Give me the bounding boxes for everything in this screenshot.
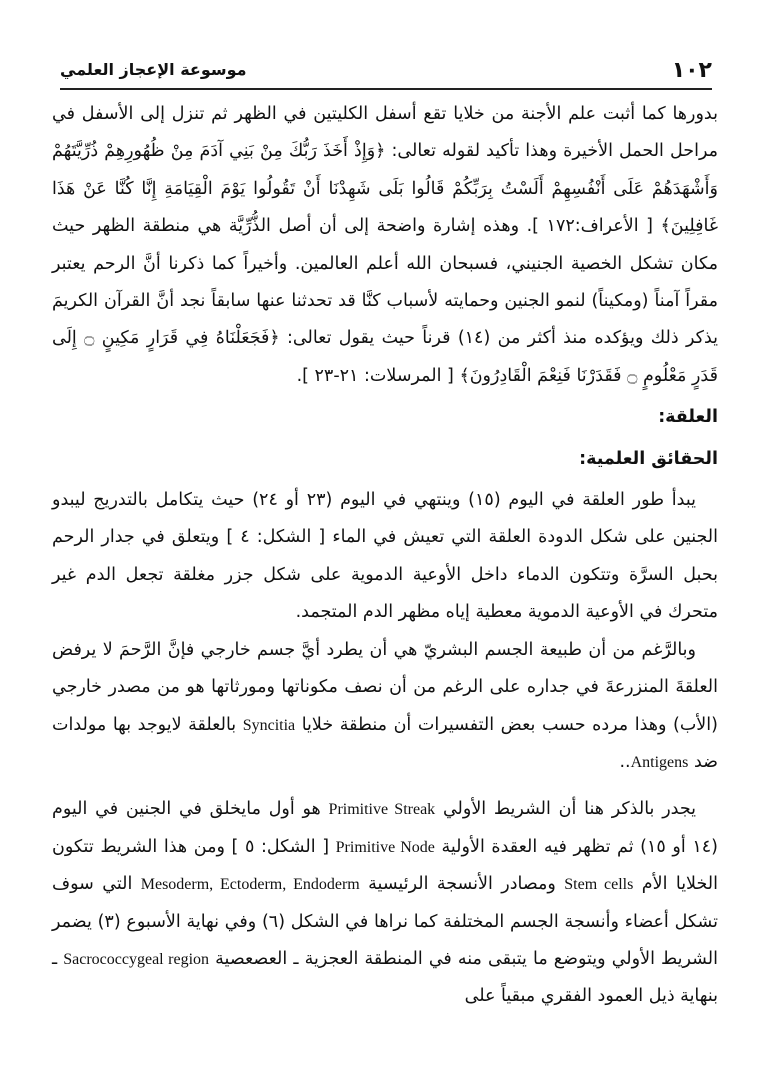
- section-heading: العلقة:: [658, 407, 718, 428]
- latin-term: Sacrococcygeal region: [63, 950, 210, 968]
- latin-term: Primitive Node: [335, 838, 435, 856]
- paragraph-text: ومصادر الأنسجة الرئيسية: [359, 874, 565, 895]
- latin-term: Primitive Streak: [328, 801, 436, 819]
- page-number: ١٠٢: [671, 58, 712, 83]
- paragraph-text: هو أول مايخلق في الجنين في اليوم (١٤ أو ١٥) ثم تظهر فيه العقدة الأولية: [52, 799, 718, 857]
- paragraph-text: بالعلقة لايوجد بها مولدات ضد: [52, 714, 718, 772]
- paragraph-2: يبدأ طور العلقة في اليوم (١٥) وينتهي في اليوم (٢٣ أو ٢٤) حيث يتكامل بالتدريج ليبدو الجنين على شكل الدودة العلقة التي تعيش في الماء [ الشكل: ٤ ] ويتعلق في جدار الرحم بحبل السرَّة وتتكون الدماء داخل الأوعية الدموية على شكل جزر مغلقة تجعل الدم غير متحرك في الأوعية الدموية معطية إياه مظهر الدم المتجمد.: [52, 490, 718, 623]
- paragraph-text: وهذه إشارة واضحة إلى أن أصل الذُّرِّيَّة هي منطقة الظهر حيث مكان تشكل الخصية الجنيني، فسبحان الله أعلم العالمين. وأخيراً كما ذكرنا أنَّ الرحم يعتبر مقراً آمناً (ومكيناً) لنمو الجنين وحمايته لأسباب كنَّا قد تحدثنا عنها سابقاً نجد أنَّ القرآن الكريمَ يذكر ذلك ويؤكده منذ أكثر من (١٤) قرناً حيث يقول تعالى:: [52, 216, 718, 349]
- paragraph-text: ..: [619, 751, 631, 772]
- paragraph-4: [52, 791, 718, 1015]
- book-title: موسوعة الإعجاز العلمي: [60, 60, 247, 79]
- paragraph-text: التي سوف تشكل أعضاء وأنسجة الجسم المختلفة كما نراها في الشكل (٦) وفي نهاية الأسبوع (٣) يضمر الشريط الأولي ويتوضع ما يتبقى منه في المنطقة العجزية ـ العصعصية: [52, 874, 718, 969]
- quran-verse: ﴿فَجَعَلْنَاهُ فِي قَرَارٍ مَكِينٍ ۝ إِلَى قَدَرٍ مَعْلُومٍ ۝ فَقَدَرْنَا فَنِعْمَ الْقَادِرُونَ﴾: [52, 328, 718, 386]
- latin-term: Stem cells: [564, 876, 634, 894]
- paragraph-text: بدورها كما أثبت علم الأجنة من خلايا تقع أسفل الكليتين في الظهر ثم تنزل إلى الأسفل في مراحل الحمل الأخيرة وهذا تأكيد لقوله تعالى:: [52, 104, 719, 162]
- quran-verse: ﴿وَإِذْ أَخَذَ رَبُّكَ مِنْ بَنِي آدَمَ مِنْ ظُهُورِهِمْ ذُرِّيَّتَهُمْ وَأَشْهَدَهُمْ عَلَى أَنْفُسِهِمْ أَلَسْتُ بِرَبِّكُمْ قَالُوا بَلَى شَهِدْنَا أَنْ تَقُولُوا يَوْمَ الْقِيَامَةِ إِنَّا كُنَّا عَنْ هَذَا غَافِلِينَ﴾: [52, 141, 719, 237]
- page-header: [60, 50, 712, 90]
- paragraph-text: ـ بنهاية ذيل العمود الفقري مبقياً على: [52, 948, 718, 1007]
- latin-term: Mesoderm, Ectoderm, Endoderm: [140, 876, 360, 894]
- paragraph-text: [ الشكل: ٥ ] ومن هذا الشريط تتكون الخلايا الأم: [52, 836, 718, 895]
- paragraph-1: [52, 96, 718, 395]
- latin-term: Syncitia: [242, 716, 296, 734]
- page-body: [52, 96, 718, 1016]
- spacer: [52, 781, 718, 791]
- verse-reference: [ الأعراف:١٧٢ ].: [519, 216, 661, 237]
- subsection-heading: الحقائق العلمية:: [579, 448, 718, 469]
- verse-reference: [ المرسلات: ٢١-٢٣ ].: [296, 365, 460, 386]
- paragraph-text: يجدر بالذكر هنا أن الشريط الأولي: [435, 799, 696, 820]
- latin-term: Antigens: [630, 753, 689, 771]
- paragraph-3: [52, 632, 718, 782]
- paragraph-text: وبالرَّغم من أن طبيعة الجسم البشريّ هي أن يطرد أيَّ جسم خارجي فإنَّ الرَّحمَ لا يرفض العلقةَ المنزرعةَ في جداره على الرغم من أن نصف مكوناتها ومورثاتها هو من مصدر خارجي (الأب) وهذا مرده حسب بعض التفسيرات أن منطقة خلايا: [52, 639, 718, 735]
